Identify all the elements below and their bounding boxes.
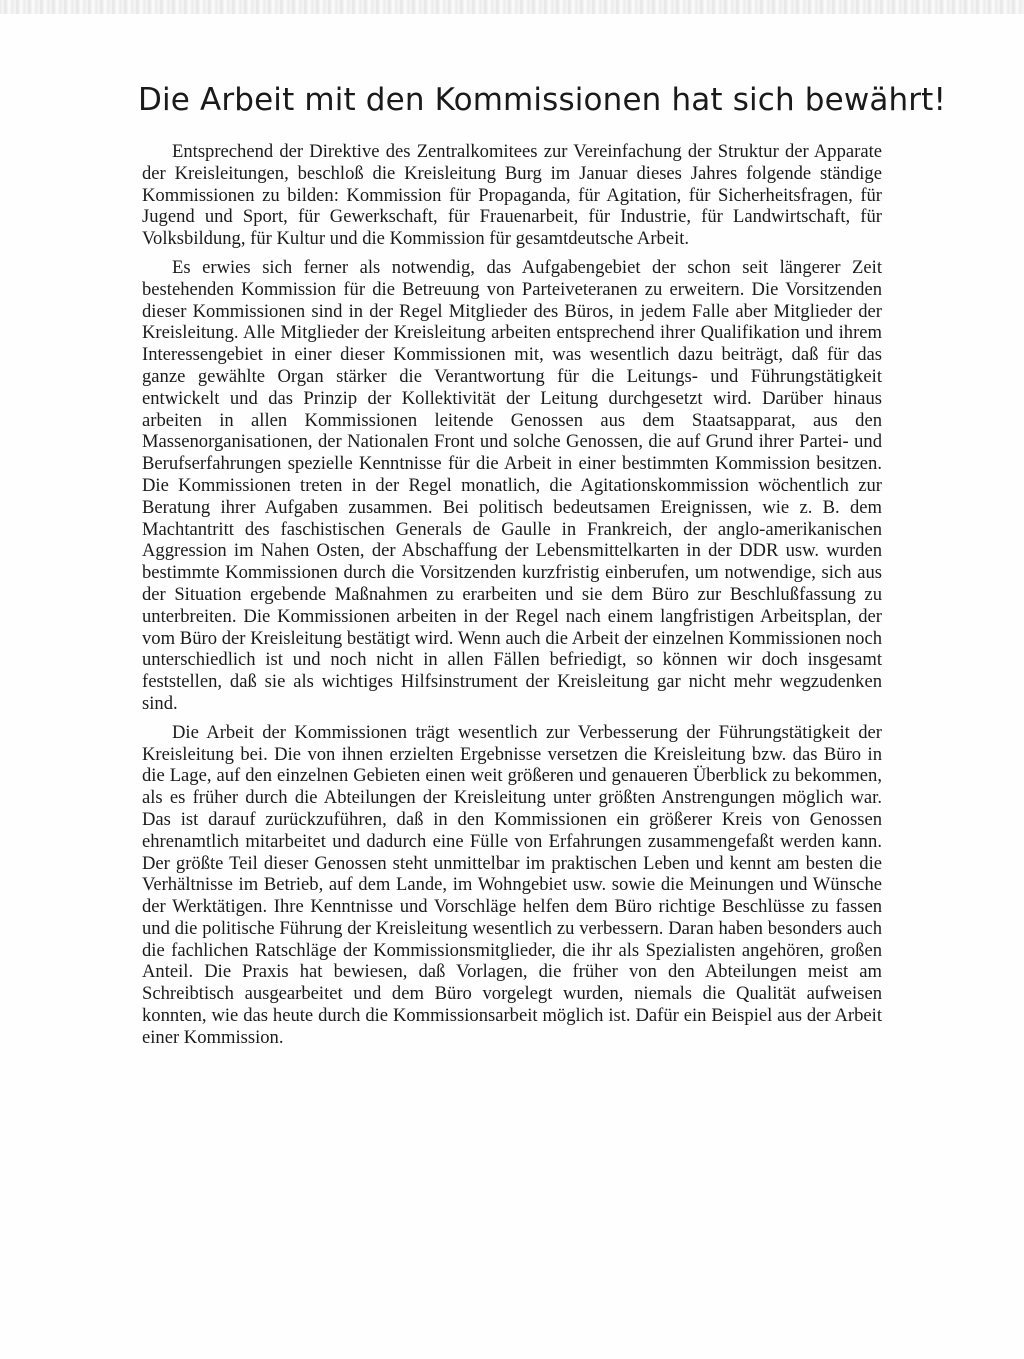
paragraph-3: Die Arbeit der Kommissionen trägt wesentlich zur Verbesserung der Führungstätigkeit der Kreisleitung bei. Die von ihnen erzielten Ergebnisse versetzen die Kreisleitung bzw. das Büro in die Lage, auf den einzelnen Gebieten einen weit größeren und genaueren Überblick zu bekommen, als es früher durch die Abteilungen der Kreisleitung unter größten Anstrengungen möglich war. Das ist darauf zurückzuführen, daß in den Kommissionen ein größerer Kreis von Genossen ehrenamtlich mitarbeitet und dadurch eine Fülle von Erfahrungen zusammengefaßt werden kann. Der größte Teil dieser Genossen steht unmittelbar im praktischen Leben und kennt am besten die Verhältnisse im Betrieb, auf dem Lande, im Wohngebiet usw. sowie die Meinungen und Wünsche der Werktätigen. Ihre Kenntnisse und Vorschläge helfen dem Büro richtige Beschlüsse zu fassen und die politische Führung der Kreisleitung wesentlich zu verbessern. Daran haben besonders auch die fachlichen Ratschläge der Kommissionsmitglieder, die ihr als Spezialisten angehören, großen Anteil. Die Praxis hat bewiesen, daß Vorlagen, die früher von den Abteilungen meist am Schreibtisch ausgearbeitet und dem Büro vorgelegt wurden, niemals die Qualität aufweisen konnten, wie das heute durch die Kommissionsarbeit möglich ist. Dafür ein Beispiel aus der Arbeit einer Kommission. [142, 721, 882, 1048]
article-body [142, 141, 882, 1049]
paragraph-2: Es erwies sich ferner als notwendig, das Aufgabengebiet der schon seit längerer Zeit bestehenden Kommission für die Betreuung von Parteiveteranen zu erweitern. Die Vorsitzenden dieser Kommissionen sind in der Regel Mitglieder des Büros, in jedem Falle aber Mitglieder der Kreisleitung. Alle Mitglieder der Kreisleitung arbeiten entsprechend ihrer Qualifikation und ihrem Interessengebiet in einer dieser Kommissionen mit, was wesentlich dazu beiträgt, daß für das ganze gewählte Organ stärker die Verantwortung für die Leitungs- und Führungstätigkeit entwickelt und das Prinzip der Kollektivität der Leitung durchgesetzt wird. Darüber hinaus arbeiten in allen Kommissionen leitende Genossen aus dem Staatsapparat, aus den Massenorganisationen, der Nationalen Front und solche Genossen, die auf Grund ihrer Partei- und Berufserfahrungen spezielle Kenntnisse für die Arbeit in einer bestimmten Kommission besitzen. Die Kommissionen treten in der Regel monatlich, die Agitationskommission wöchentlich zur Beratung ihrer Aufgaben zusammen. Bei politisch bedeutsamen Ereignissen, wie z. B. dem Machtantritt des faschistischen Generals de Gaulle in Frankreich, der anglo-amerikanischen Aggression im Nahen Osten, der Abschaffung der Lebensmittelkarten in der DDR usw. wurden bestimmte Kommissionen durch die Vorsitzenden kurzfristig einberufen, um notwendige, sich aus der Situation ergebende Maßnahmen zu erarbeiten und sie dem Büro zur Beschlußfassung zu unterbreiten. Die Kommissionen arbeiten in der Regel nach einem langfristigen Arbeitsplan, der vom Büro der Kreisleitung bestätigt wird. Wenn auch die Arbeit der einzelnen Kommissionen noch unterschiedlich ist und noch nicht in allen Fällen befriedigt, so können wir doch insgesamt feststellen, daß sie als wichtiges Hilfsinstrument der Kreisleitung gar nicht mehr wegzudenken sind. [142, 256, 882, 714]
scan-edge-noise [0, 0, 1024, 14]
paragraph-1: Entsprechend der Direktive des Zentralkomitees zur Vereinfachung der Struktur der Apparate der Kreisleitungen, beschloß die Kreisleitung Burg im Januar dieses Jahres folgende ständige Kommissionen zu bilden: Kommission für Propaganda, für Agitation, für Sicherheitsfragen, für Jugend und Sport, für Gewerkschaft, für Frauenarbeit, für Industrie, für Landwirtschaft, für Volksbildung, für Kultur und die Kommission für gesamtdeutsche Arbeit. [142, 141, 882, 250]
article-title: Die Arbeit mit den Kommissionen hat sich bewährt! [138, 82, 947, 118]
